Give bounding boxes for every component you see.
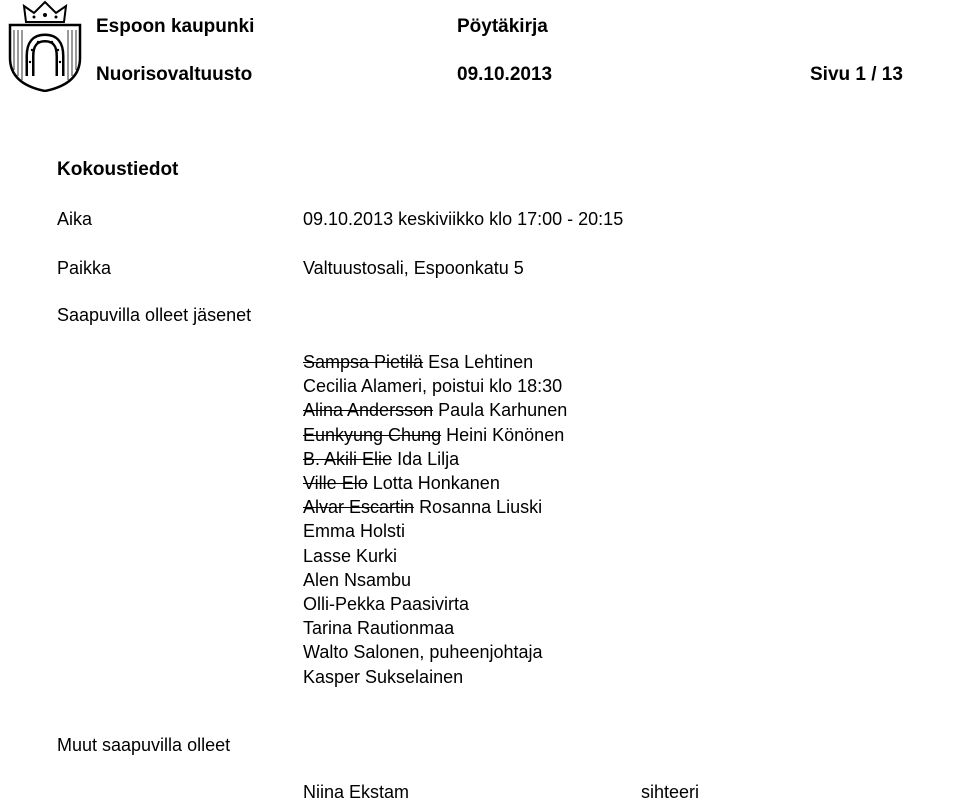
member-row [303, 568, 567, 592]
member-replaced-name: Ville Elo [303, 473, 368, 494]
time-value: 09.10.2013 keskiviikko klo 17:00 - 20:15 [303, 209, 624, 229]
organization-name: Espoon kaupunki [96, 16, 255, 37]
member-row [303, 350, 567, 374]
other-attendee-role: sihteeri [641, 782, 700, 802]
others-label: Muut saapuvilla olleet [57, 735, 231, 755]
member-row [303, 544, 567, 568]
member-replaced-name: Alina Andersson [303, 400, 434, 421]
members-list [303, 350, 567, 689]
member-replaced-name: Alvar Escartin [303, 497, 415, 518]
member-row [303, 640, 567, 664]
place-label: Paikka [57, 258, 112, 278]
member-row [303, 616, 567, 640]
time-label: Aika [57, 209, 93, 229]
meeting-date: 09.10.2013 [457, 64, 553, 85]
member-name: Rosanna Liuski [419, 497, 543, 518]
member-replaced-name: Sampsa Pietilä [303, 352, 424, 372]
body-name: Nuorisovaltuusto [96, 64, 253, 85]
member-name: Olli-Pekka Paasivirta [303, 594, 470, 615]
member-name: Lasse Kurki [303, 545, 398, 566]
place-value: Valtuustosali, Espoonkatu 5 [303, 258, 524, 278]
member-name: Heini Könönen [446, 424, 565, 445]
member-row [303, 519, 567, 543]
member-name: Cecilia Alameri, poistui klo 18:30 [303, 376, 563, 397]
member-row [303, 374, 567, 398]
member-row [303, 665, 567, 689]
member-replaced-name: Eunkyung Chung [303, 424, 442, 445]
member-name: Kasper Sukselainen [303, 666, 464, 687]
member-row [303, 495, 567, 519]
member-name: Walto Salonen, puheenjohtaja [303, 642, 543, 663]
members-label: Saapuvilla olleet jäsenet [57, 305, 252, 325]
member-row [303, 592, 567, 616]
page-number: Sivu 1 / 13 [810, 64, 903, 85]
member-row [303, 447, 567, 471]
member-name: Paula Karhunen [438, 400, 568, 421]
section-title: Kokoustiedot [57, 159, 179, 180]
member-row [303, 471, 567, 495]
member-row [303, 398, 567, 422]
other-attendee-name: Niina Ekstam [303, 782, 410, 802]
member-name: Alen Nsambu [303, 569, 412, 590]
espoo-coat-of-arms-icon [2, 0, 88, 92]
member-row [303, 423, 567, 447]
member-name: Lotta Honkanen [372, 473, 500, 494]
member-name: Esa Lehtinen [428, 352, 534, 372]
member-name: Ida Lilja [397, 448, 460, 469]
document-type: Pöytäkirja [457, 16, 548, 37]
member-name: Tarina Rautionmaa [303, 618, 455, 639]
member-name: Emma Holsti [303, 521, 406, 542]
member-replaced-name: B. Akili Elie [303, 448, 393, 469]
